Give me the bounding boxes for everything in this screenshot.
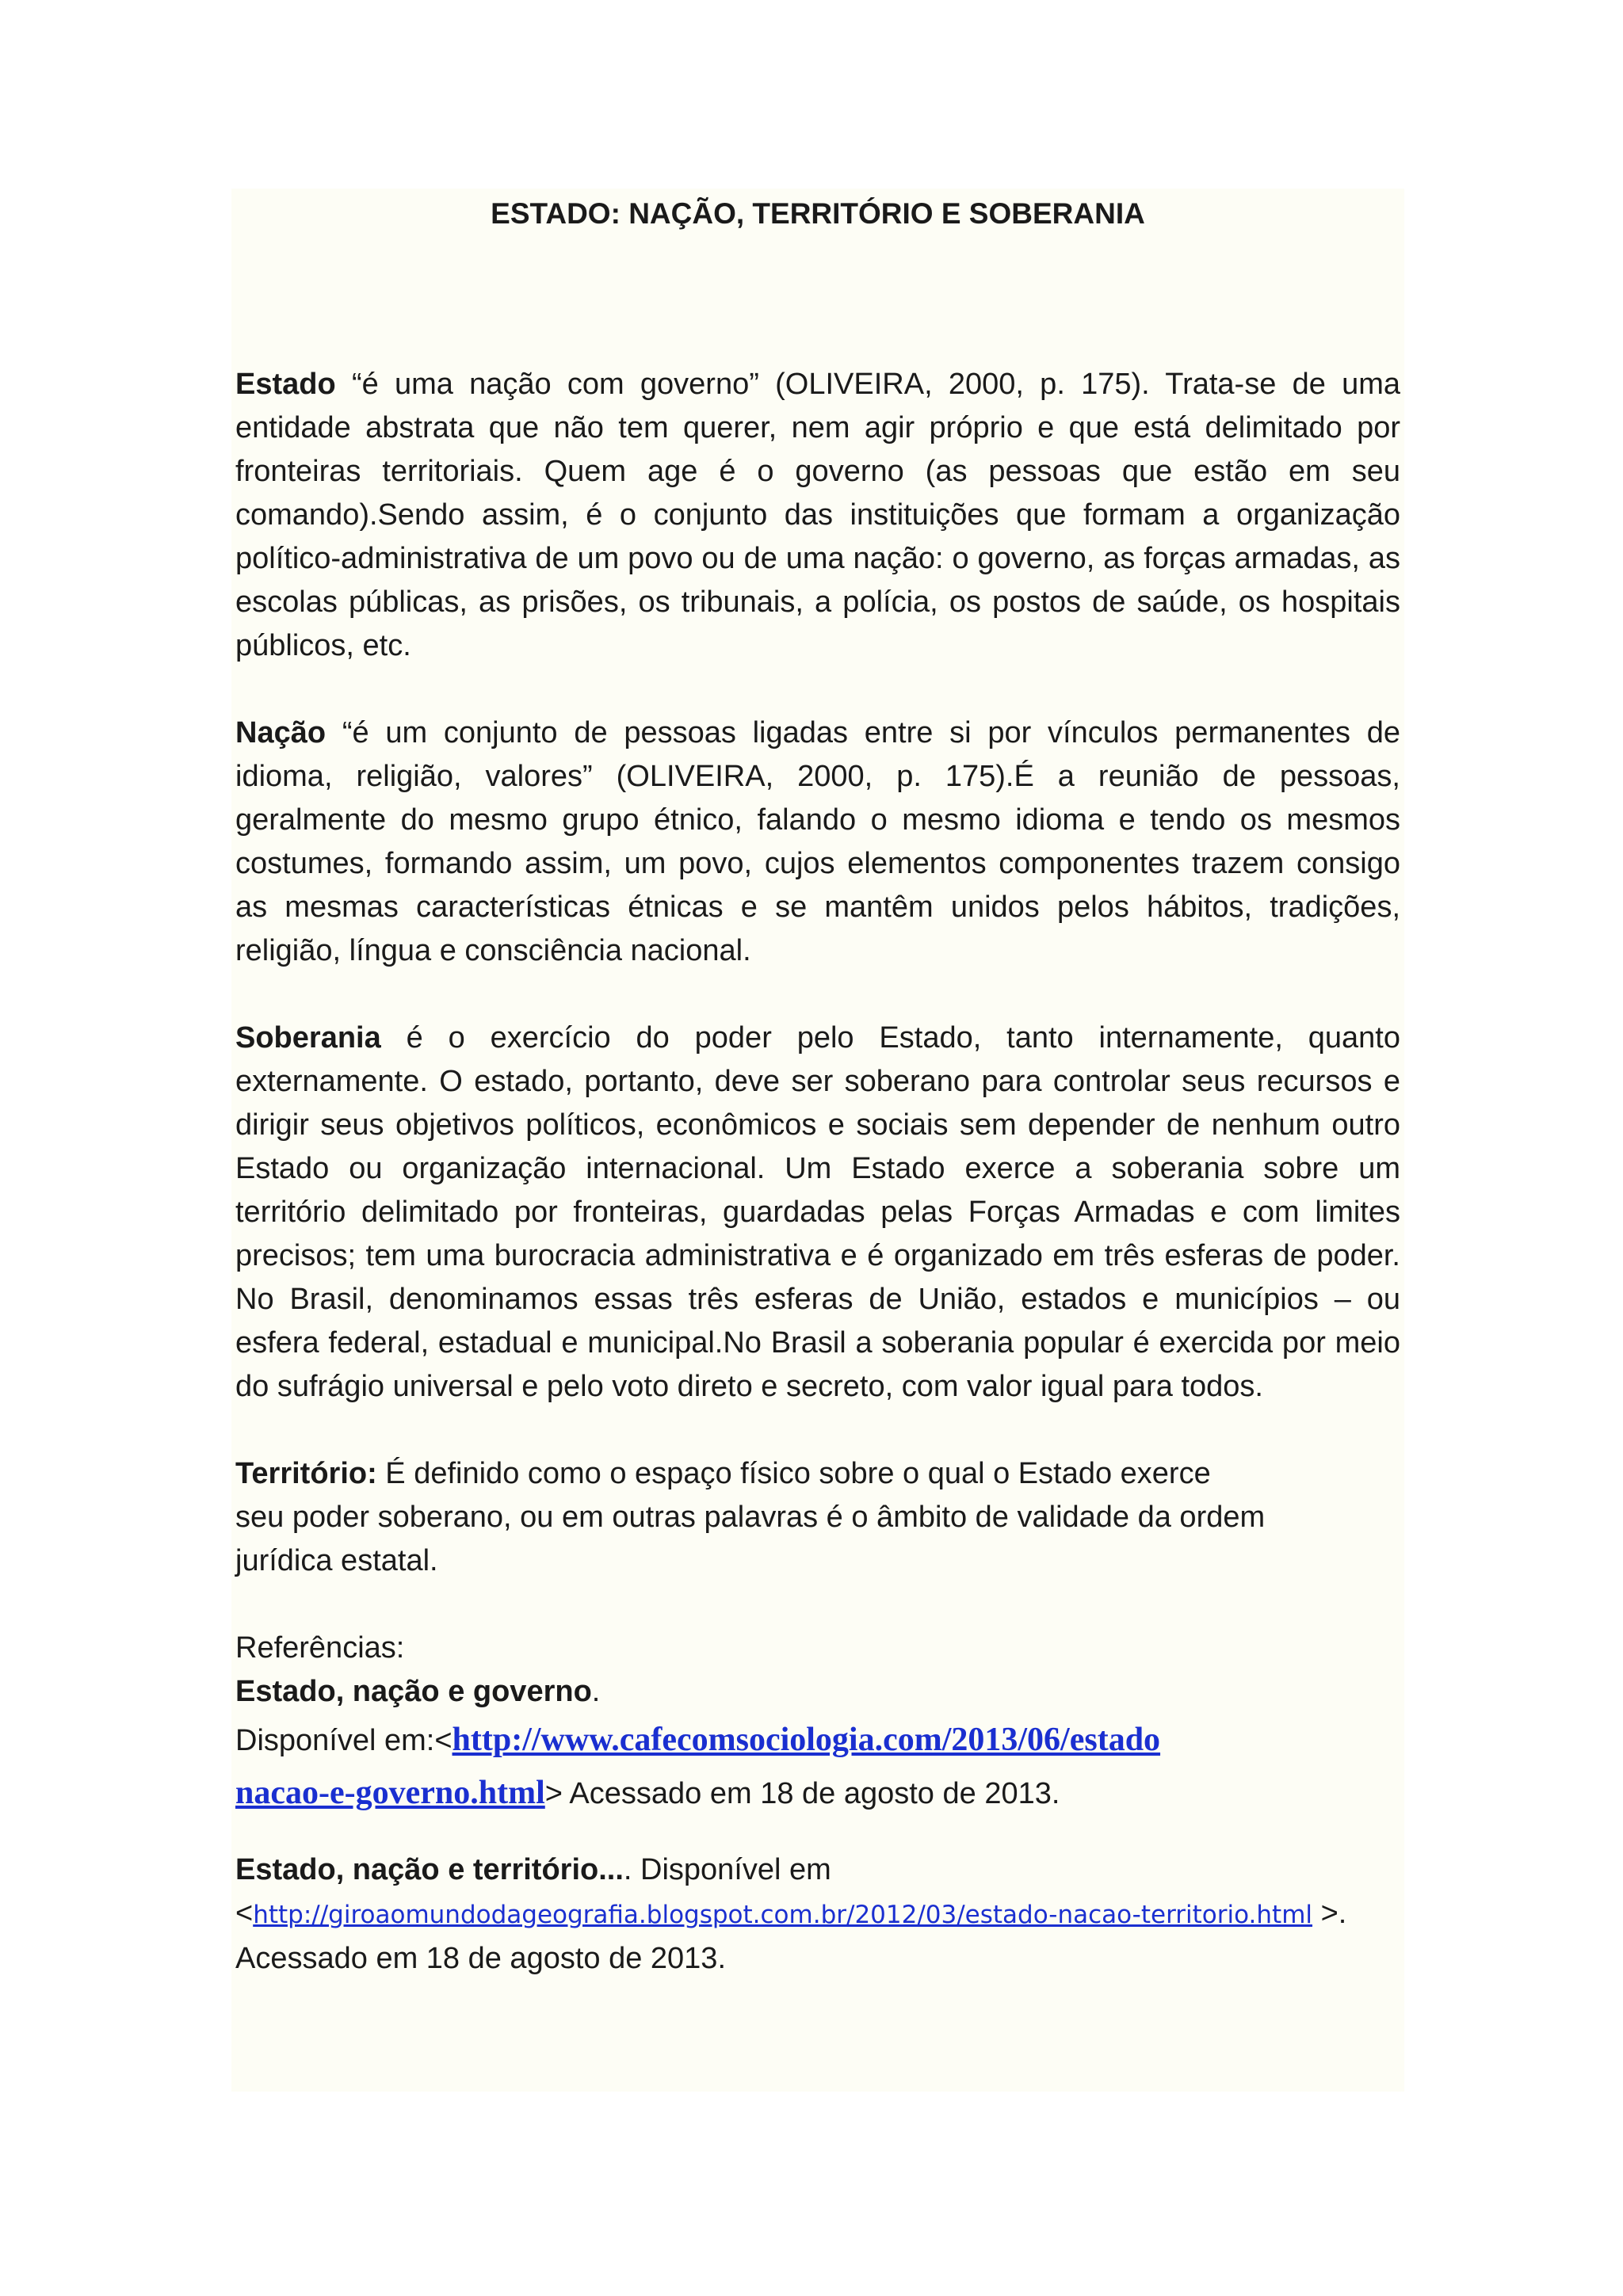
- reference-1-body: [235, 1714, 1400, 1820]
- reference-2-link-line: [235, 1892, 1400, 1937]
- definition-nacao: “é um conjunto de pessoas ligadas entre si por vínculos permanentes de idioma, religião, valores” (OLIVEIRA, 2000, p. 175).É a reunião de pessoas, geralmente do mesmo grupo étnico, falando o mesmo idioma e tendo os mesmos costumes, formando assim, um povo, cujos elementos componentes trazem consigo as mesmas características étnicas e se mantêm unidos pelos hábitos, tradições, religião, língua e consciência nacional.: [235, 716, 1400, 967]
- term-nacao: Nação: [235, 716, 327, 749]
- term-soberania: Soberania: [235, 1021, 381, 1055]
- paragraph-soberania: [235, 1016, 1400, 1409]
- reference-1-title-line: [235, 1670, 1400, 1714]
- reference-1-link-part2[interactable]: nacao-e-governo.html: [235, 1775, 545, 1811]
- reference-2-title-line: [235, 1848, 1400, 1892]
- reference-2-close: >.: [1312, 1897, 1347, 1930]
- reference-2-link[interactable]: http://giroaomundodageografia.blogspot.com.br/2012/03/estado-nacao-territorio.html: [253, 1901, 1313, 1929]
- document-title: ESTADO: NAÇÃO, TERRITÓRIO E SOBERANIA: [491, 197, 1145, 230]
- reference-2-title-end: . Disponível em: [623, 1853, 831, 1886]
- definition-territorio-line2: seu poder soberano, ou em outras palavras é o âmbito de validade da ordem: [235, 1501, 1266, 1534]
- paragraph-nacao: [235, 711, 1400, 973]
- reference-1-title: Estado, nação e governo: [235, 1675, 592, 1708]
- paragraph-territorio: [235, 1452, 1400, 1583]
- reference-1-available-line: [235, 1714, 1400, 1767]
- reference-2-open-bracket: <: [235, 1897, 254, 1930]
- term-territorio: Território:: [235, 1457, 377, 1490]
- reference-spacer: [235, 1820, 1400, 1848]
- reference-1-accessed: > Acessado em 18 de agosto de 2013.: [544, 1777, 1060, 1810]
- definition-estado: “é uma nação com governo” (OLIVEIRA, 2000, p. 175). Trata-se de uma entidade abstrata que não tem querer, nem agir próprio e que está delimitado por fronteiras territoriais. Quem age é o governo (as pessoas que estão em seu comando).Sendo assim, é o conjunto das instituições que formam a organização político-administrativa de um povo ou de uma nação: o governo, as forças armadas, as escolas públicas, as prisões, os tribunais, a polícia, os postos de saúde, os hospitais públicos, etc.: [235, 368, 1400, 662]
- definition-territorio-line3: jurídica estatal.: [235, 1544, 438, 1577]
- term-estado: Estado: [235, 368, 336, 401]
- document-body: [235, 363, 1400, 1981]
- reference-1-available-label: Disponível em:<: [235, 1724, 453, 1757]
- definition-territorio-line1: É definido como o espaço físico sobre o qual o Estado exerce: [376, 1457, 1211, 1490]
- references-section: [235, 1627, 1400, 1981]
- reference-2-accessed: Acessado em 18 de agosto de 2013.: [235, 1942, 727, 1975]
- paragraph-estado: [235, 363, 1400, 668]
- definition-soberania: é o exercício do poder pelo Estado, tanto internamente, quanto externamente. O estado, portanto, deve ser soberano para controlar seus recursos e dirigir seus objetivos políticos, econômicos e sociais sem depender de nenhum outro Estado ou organização internacional. Um Estado exerce a soberania sobre um território delimitado por fronteiras, guardadas pelas Forças Armadas e com limites precisos; tem uma burocracia administrativa e é organizado em três esferas de poder. No Brasil, denominamos essas três esferas de União, estados e municípios – ou esfera federal, estadual e municipal.No Brasil a soberania popular é exercida por meio do sufrágio universal e pelo voto direto e secreto, com valor igual para todos.: [235, 1021, 1400, 1403]
- reference-1-link-part1[interactable]: http://www.cafecomsociologia.com/2013/06/estado: [452, 1722, 1161, 1758]
- references-heading: Referências:: [235, 1631, 405, 1665]
- reference-1-title-end: .: [591, 1675, 601, 1708]
- reference-2-title: Estado, nação e território...: [235, 1853, 624, 1886]
- reference-1-link-line2: [235, 1767, 1400, 1820]
